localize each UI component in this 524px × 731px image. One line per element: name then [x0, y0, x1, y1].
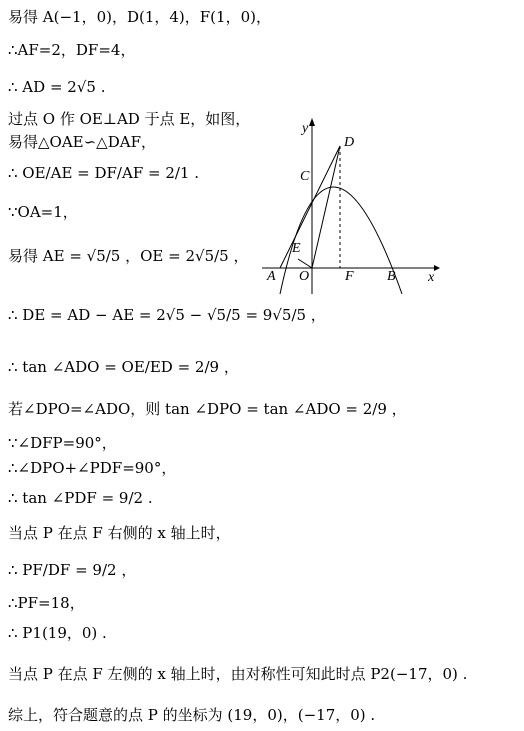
- label-C: C: [300, 169, 310, 184]
- line-7: [8, 203, 78, 221]
- line-12: [8, 434, 117, 452]
- line-13: [8, 459, 176, 477]
- line-11: [8, 400, 407, 418]
- line-13-text: ∴∠DPO+∠PDF=90°，: [8, 459, 177, 477]
- line-2: [8, 41, 135, 59]
- line-5: [8, 133, 156, 151]
- label-x: x: [428, 270, 435, 285]
- line-11-text: 若∠DPO=∠ADO，则 tan ∠DPO = tan ∠ADO = 2/9 ，: [8, 400, 407, 418]
- segment-AD: [280, 146, 340, 268]
- label-B: B: [387, 269, 396, 284]
- line-2-text: ∴AF=2，DF=4，: [8, 41, 136, 59]
- line-16-text: ∴ PF/DF = 9/2 ，: [8, 561, 137, 579]
- line-14-text: ∴ tan ∠PDF = 9/2 .: [8, 489, 153, 507]
- line-18-text: ∴ P1(19，0) .: [8, 624, 107, 642]
- line-15: [8, 524, 231, 542]
- label-F: F: [345, 269, 354, 284]
- y-axis-arrow-icon: [309, 118, 315, 126]
- line-18: [8, 624, 107, 642]
- line-4: [8, 110, 250, 128]
- line-19-text: 当点 P 在点 F 左侧的 x 轴上时，由对称性可知此时点 P2(−17，0) .: [8, 665, 468, 683]
- line-3: [8, 78, 105, 96]
- x-axis-arrow-icon: [434, 265, 440, 271]
- line-5-text: 易得△OAE∽△DAF，: [8, 133, 156, 151]
- label-O: O: [299, 269, 310, 284]
- line-9: [8, 306, 326, 324]
- line-7-text: ∵OA=1，: [8, 203, 78, 221]
- segment-OD: [312, 146, 340, 268]
- segment-OE: [298, 259, 312, 268]
- line-9-text: ∴ DE = AD − AE = 2√5 − √5/5 = 9√5/5 ，: [8, 306, 326, 324]
- line-6: [8, 164, 199, 182]
- line-3-text: ∴ AD = 2√5 .: [8, 78, 106, 96]
- line-10: [8, 358, 239, 376]
- label-A: A: [267, 269, 276, 284]
- line-8-text: 易得 AE = √5/5 ，OE = 2√5/5 ，: [8, 247, 249, 265]
- line-1-text: 易得 A(−1，0)，D(1，4)，F(1，0)，: [8, 8, 271, 26]
- line-10-text: ∴ tan ∠ADO = OE/ED = 2/9 ，: [8, 358, 239, 376]
- line-16: [8, 561, 136, 579]
- line-4-text: 过点 O 作 OE⊥AD 于点 E，如图，: [8, 110, 251, 128]
- line-20-text: 综上，符合题意的点 P 的坐标为 (19，0)，(−17，0) .: [8, 706, 376, 724]
- line-17: [8, 594, 85, 612]
- label-D: D: [344, 135, 355, 150]
- line-12-text: ∵∠DFP=90°，: [8, 434, 117, 452]
- line-14: [8, 489, 153, 507]
- label-y: y: [302, 121, 309, 136]
- label-E: E: [292, 241, 301, 256]
- line-8: [8, 247, 248, 265]
- line-17-text: ∴PF=18，: [8, 594, 85, 612]
- line-1: [8, 8, 271, 26]
- line-19: [8, 665, 467, 683]
- line-15-text: 当点 P 在点 F 右侧的 x 轴上时，: [8, 524, 231, 542]
- coordinate-figure: [262, 118, 442, 298]
- line-6-text: ∴ OE/AE = DF/AF = 2/1 .: [8, 164, 200, 182]
- line-20: [8, 706, 375, 724]
